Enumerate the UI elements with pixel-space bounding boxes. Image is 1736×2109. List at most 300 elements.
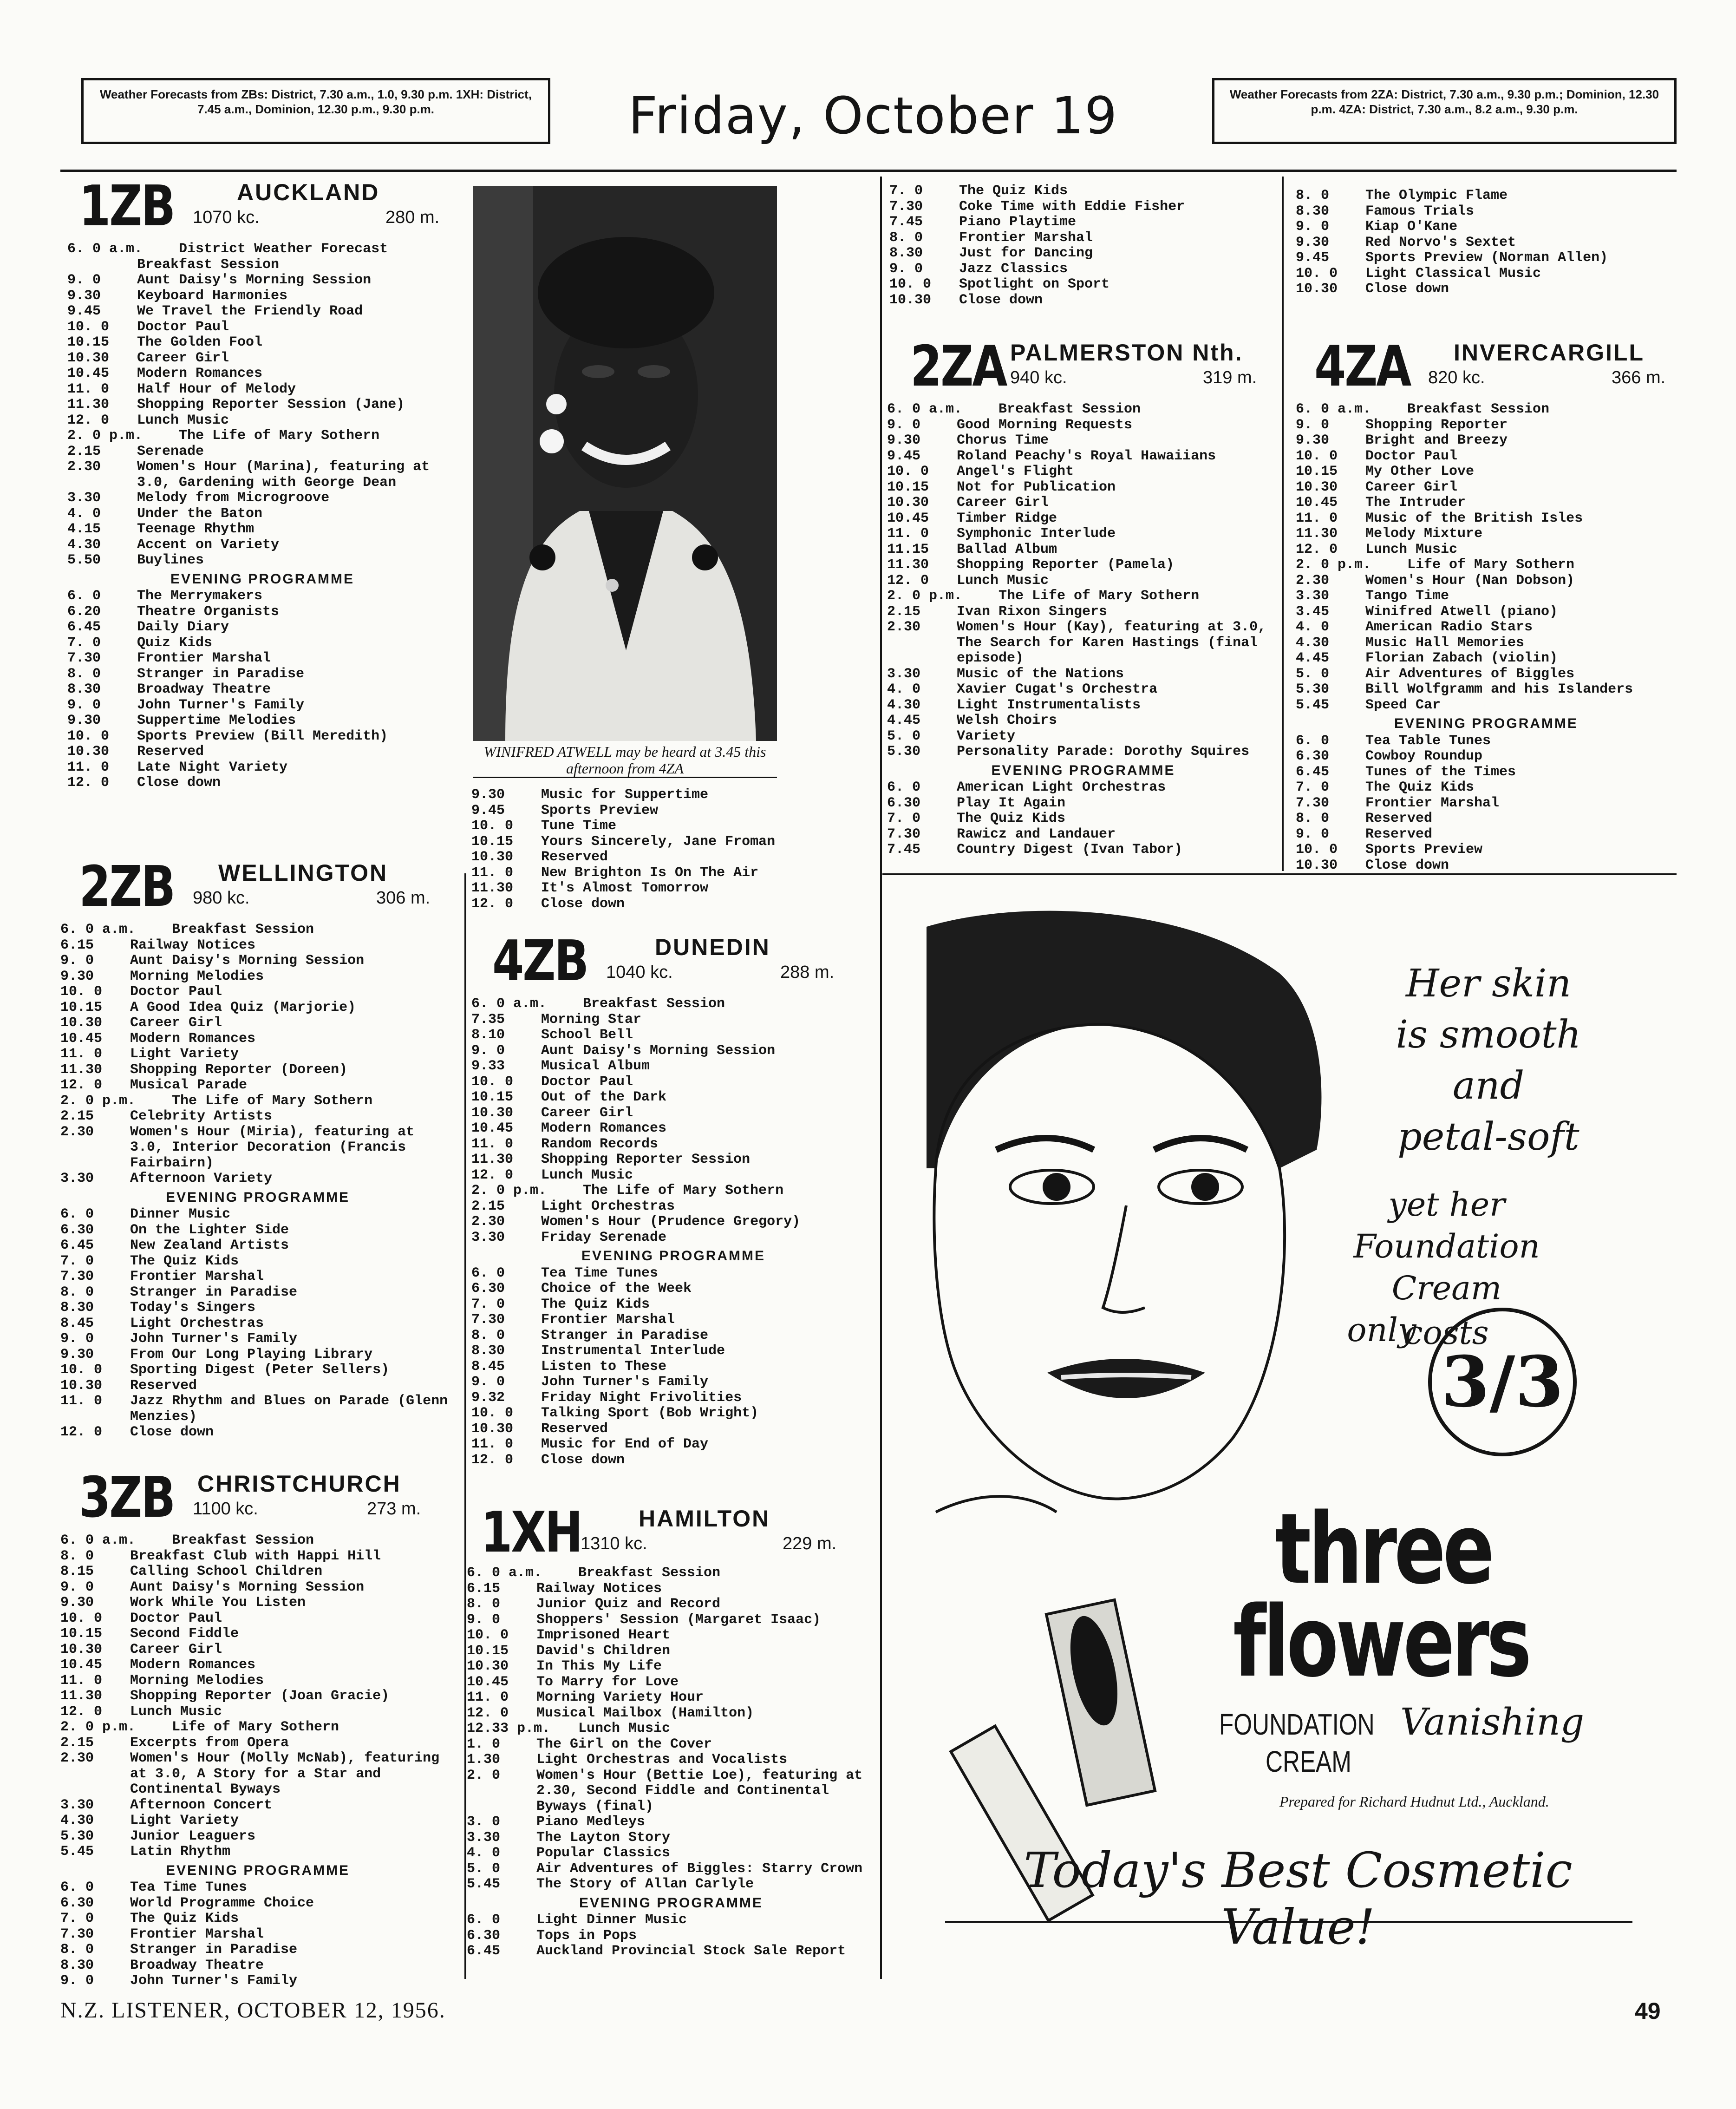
schedule-time: 11. 0 <box>67 381 110 397</box>
station-call-sign: 3ZB <box>79 1466 174 1530</box>
programme-title: Tango Time <box>1365 588 1449 604</box>
schedule-time: 10.45 <box>60 1657 103 1673</box>
schedule-time: 2. 0 p.m. <box>60 1719 136 1735</box>
programme-title: Women's Hour (Bettie Loe), featuring at 2.30, Second Fiddle and Continental Byways (final) <box>536 1767 863 1814</box>
schedule-time: 4.15 <box>67 521 101 537</box>
programme-title: Theatre Organists <box>137 603 280 620</box>
schedule-time: 10.30 <box>67 744 110 760</box>
schedule-time: 10.15 <box>60 999 103 1015</box>
schedule-row <box>1296 511 1677 527</box>
programme-title: Shopping Reporter Session (Jane) <box>137 397 405 413</box>
schedule-time: 9. 0 <box>887 417 921 433</box>
station-2zb <box>79 855 455 920</box>
schedule-time: 3.30 <box>1296 588 1330 604</box>
schedule-row <box>60 1171 455 1187</box>
schedule-row <box>887 713 1279 729</box>
schedule-row <box>60 1720 455 1736</box>
schedule-time: 5. 0 <box>887 728 921 744</box>
programme-title: Breakfast Session <box>172 922 314 937</box>
schedule-row <box>1296 573 1677 589</box>
schedule-row <box>1296 651 1677 667</box>
schedule-time: 8. 0 <box>60 1548 94 1564</box>
programme-title: Talking Sport (Bob Wright) <box>541 1405 759 1421</box>
schedule-time: 3.30 <box>887 666 921 682</box>
schedule-time: 12. 0 <box>60 1077 103 1093</box>
programme-title: Listen to These <box>541 1358 667 1375</box>
programme-title: Cowboy Roundup <box>1365 748 1483 764</box>
schedule-time: 7.45 <box>887 842 921 858</box>
programme-title: Shopping Reporter Session <box>541 1152 751 1167</box>
programme-title: Lunch Music <box>1365 541 1458 557</box>
programme-title: Welsh Choirs <box>957 713 1057 728</box>
schedule-row <box>60 969 455 985</box>
schedule-row <box>467 1877 875 1893</box>
schedule-row <box>67 713 457 729</box>
programme-title: Light Variety <box>130 1813 239 1828</box>
schedule-time: 11. 0 <box>60 1393 103 1409</box>
programme-title: Close down <box>541 896 625 912</box>
ad-headline-line: petal-soft <box>1397 1115 1579 1159</box>
schedule-time: 9.30 <box>1296 432 1330 448</box>
schedule-row <box>1296 219 1677 235</box>
schedule-row <box>60 1580 455 1596</box>
schedule-row <box>889 277 1279 293</box>
schedule-row <box>1296 734 1677 749</box>
schedule-time: 11.30 <box>887 557 929 573</box>
programme-title: Sports Preview <box>1365 842 1483 858</box>
schedule-time: 6.30 <box>1296 748 1330 764</box>
schedule-row <box>471 1281 875 1297</box>
programme-title: Tea Time Tunes <box>541 1265 659 1281</box>
schedule-row <box>887 729 1279 745</box>
station-city: PALMERSTON Nth. <box>1010 340 1243 366</box>
programme-title: The Quiz Kids <box>541 1296 650 1312</box>
schedule-time: 11. 0 <box>471 865 514 881</box>
schedule-time: 6. 0 a.m. <box>471 996 547 1012</box>
programme-title: Ivan Rixon Singers <box>957 603 1108 620</box>
schedule-time: 9.32 <box>471 1389 505 1406</box>
programme-title: Light Orchestras <box>541 1198 675 1214</box>
programme-title: The Golden Fool <box>137 334 263 350</box>
schedule-time: 8.30 <box>1296 203 1330 219</box>
schedule-time: 10. 0 <box>67 319 110 335</box>
schedule-time: 4. 0 <box>467 1845 501 1861</box>
schedule-row <box>1296 765 1677 780</box>
schedule-row <box>60 1300 455 1316</box>
schedule-time: 7. 0 <box>889 183 923 199</box>
programme-title: Quiz Kids <box>137 635 213 651</box>
schedule-time: 2.15 <box>471 1198 505 1214</box>
programme-title: Winifred Atwell (piano) <box>1365 603 1558 620</box>
schedule-time: 4. 0 <box>1296 619 1330 635</box>
schedule-time: 6.45 <box>467 1943 501 1959</box>
programme-title: Reserved <box>1365 826 1433 842</box>
schedule-time: 9. 0 <box>1296 219 1330 235</box>
programme-title: Light Classical Music <box>1365 265 1541 282</box>
schedule-row <box>67 382 457 398</box>
schedule-row <box>1296 842 1677 858</box>
schedule-time: 7. 0 <box>471 1296 505 1312</box>
schedule-time: 2.30 <box>471 1214 505 1230</box>
station-city: AUCKLAND <box>237 179 380 205</box>
programme-title: Accent on Variety <box>137 537 280 553</box>
schedule-time: 9.30 <box>67 713 101 728</box>
column-divider <box>880 177 882 1979</box>
schedule-time: 6.15 <box>467 1580 501 1597</box>
publication-footer: N.Z. LISTENER, OCTOBER 12, 1956. <box>60 1998 446 2023</box>
programme-title: My Other Love <box>1365 464 1475 479</box>
page-number: 49 <box>1635 1998 1661 2024</box>
schedule-row <box>887 842 1279 858</box>
schedule-row <box>467 1675 875 1690</box>
schedule-time: 3.30 <box>67 490 101 506</box>
schedule-2za-continued <box>1296 188 1677 297</box>
schedule-time: 8.30 <box>60 1300 94 1316</box>
programme-title: Tops in Pops <box>536 1927 637 1944</box>
schedule-row <box>471 996 875 1012</box>
schedule-time: 2.30 <box>887 619 921 635</box>
schedule-time: 10.30 <box>471 1421 514 1437</box>
schedule-time: 7. 0 <box>60 1911 94 1926</box>
schedule-time: 7.30 <box>889 198 923 215</box>
programme-title: Railway Notices <box>536 1580 662 1597</box>
schedule-time: 6.30 <box>60 1895 94 1911</box>
programme-title: Dinner Music <box>130 1206 231 1222</box>
schedule-1zb-continued <box>471 787 875 912</box>
schedule-row <box>471 1168 875 1184</box>
programme-title: Aunt Daisy's Morning Session <box>137 272 372 288</box>
schedule-time: 6.30 <box>467 1927 501 1944</box>
programme-title: Just for Dancing <box>959 245 1093 261</box>
schedule-time: 11.30 <box>471 880 514 896</box>
schedule-1zb <box>67 242 457 791</box>
section-heading: EVENING PROGRAMME <box>991 762 1175 778</box>
schedule-row <box>887 418 1279 433</box>
schedule-row <box>60 1798 455 1814</box>
schedule-row <box>67 397 457 413</box>
schedule-row <box>887 682 1279 698</box>
programme-title: Stranger in Paradise <box>130 1942 298 1958</box>
schedule-time: 2.15 <box>887 603 921 620</box>
weather-box-right <box>1212 78 1677 144</box>
programme-title: Career Girl <box>1365 479 1458 495</box>
programme-title: Modern Romances <box>541 1120 667 1136</box>
programme-title: Shoppers' Session (Margaret Isaac) <box>536 1611 821 1628</box>
programme-title: Sports Preview (Norman Allen) <box>1365 250 1608 266</box>
programme-title: World Programme Choice <box>130 1895 314 1911</box>
schedule-1xh <box>467 1565 875 1959</box>
schedule-row <box>60 1751 455 1798</box>
schedule-time: 3.45 <box>1296 603 1330 620</box>
programme-title: Close down <box>1365 857 1449 873</box>
programme-title: Friday Serenade <box>541 1229 667 1245</box>
schedule-time: 9. 0 <box>60 953 94 969</box>
schedule-time: 6. 0 <box>887 779 921 795</box>
schedule-time: 5.45 <box>467 1876 501 1892</box>
ad-subline: Foundation <box>1353 1227 1540 1265</box>
schedule-3zb <box>60 1533 455 1989</box>
schedule-time: 9.45 <box>1296 250 1330 266</box>
ad-headline-line: and <box>1452 1064 1525 1108</box>
programme-title: Air Adventures of Biggles <box>1365 666 1575 682</box>
programme-title: Morning Melodies <box>130 1672 264 1689</box>
schedule-row <box>887 433 1279 449</box>
schedule-time: 9.45 <box>887 448 921 464</box>
schedule-row <box>889 246 1279 262</box>
schedule-row <box>467 1721 875 1737</box>
schedule-time: 10. 0 <box>60 984 103 1000</box>
station-city: INVERCARGILL <box>1454 340 1645 366</box>
programme-title: Life of Mary Sothern <box>172 1719 339 1735</box>
schedule-time: 10.45 <box>471 1120 514 1136</box>
schedule-row <box>60 1125 455 1172</box>
schedule-1xh-continued <box>889 183 1279 308</box>
schedule-time: 2.30 <box>60 1124 94 1140</box>
schedule-row <box>471 1199 875 1215</box>
schedule-row <box>467 1581 875 1597</box>
programme-title: Play It Again <box>957 795 1066 811</box>
programme-title: The Life of Mary Sothern <box>999 588 1200 604</box>
schedule-row <box>60 1564 455 1580</box>
programme-title: Choice of the Week <box>541 1281 692 1297</box>
programme-title: Symphonic Interlude <box>957 526 1116 542</box>
schedule-time: 6. 0 <box>471 1265 505 1281</box>
programme-title: Sports Preview (Bill Meredith) <box>137 728 388 744</box>
schedule-row <box>60 1829 455 1845</box>
programme-title: Breakfast Session <box>1407 401 1550 417</box>
programme-title: Morning Star <box>541 1011 642 1028</box>
programme-title: Doctor Paul <box>137 319 229 335</box>
programme-title: Musical Parade <box>130 1077 248 1093</box>
schedule-time: 10.30 <box>60 1641 103 1657</box>
schedule-row <box>60 1316 455 1332</box>
schedule-row <box>887 464 1279 480</box>
programme-title: Aunt Daisy's Morning Session <box>130 1579 365 1595</box>
schedule-time: 10.45 <box>887 510 929 526</box>
schedule-time: 2. 0 p.m. <box>1296 557 1371 573</box>
schedule-row <box>60 938 455 954</box>
three-flowers-advertisement <box>927 908 1670 1977</box>
schedule-time: 10. 0 <box>60 1610 103 1626</box>
schedule-time: 4.30 <box>60 1813 94 1828</box>
schedule-row <box>471 1406 875 1421</box>
schedule-row <box>471 1359 875 1375</box>
programme-title: Speed Car <box>1365 697 1441 713</box>
schedule-row <box>67 522 457 537</box>
schedule-row <box>60 1254 455 1270</box>
schedule-time: 8.15 <box>60 1564 94 1579</box>
programme-title: Modern Romances <box>137 366 263 381</box>
programme-title: Musical Album <box>541 1058 650 1074</box>
programme-title: John Turner's Family <box>130 1973 298 1989</box>
schedule-time: 12.33 p.m. <box>467 1721 551 1736</box>
programme-title: Afternoon Concert <box>130 1797 273 1813</box>
programme-title: To Marry for Love <box>536 1674 679 1690</box>
schedule-time: 6.20 <box>67 603 101 620</box>
programme-title: The Life of Mary Sothern <box>172 1093 373 1109</box>
schedule-row <box>471 1421 875 1437</box>
programme-title: The Quiz Kids <box>130 1253 239 1269</box>
schedule-row <box>471 1059 875 1074</box>
schedule-row <box>467 1861 875 1877</box>
schedule-row <box>1296 749 1677 765</box>
schedule-time: 4.30 <box>67 537 101 553</box>
programme-title: Daily Diary <box>137 619 229 635</box>
schedule-time: 9. 0 <box>471 1374 505 1390</box>
schedule-row <box>67 620 457 635</box>
schedule-row <box>1296 542 1677 558</box>
section-heading: EVENING PROGRAMME <box>170 571 355 587</box>
schedule-time: 6. 0 <box>67 588 101 604</box>
programme-title: Air Adventures of Biggles: Starry Crown <box>536 1860 863 1877</box>
schedule-row <box>471 897 875 912</box>
programme-title: Personality Parade: Dorothy Squires <box>957 744 1250 760</box>
schedule-time: 9.45 <box>471 802 505 819</box>
schedule-row <box>467 1644 875 1659</box>
station-call-sign: 4ZB <box>492 929 587 994</box>
schedule-row <box>471 1121 875 1137</box>
schedule-row <box>1296 402 1677 418</box>
schedule-row <box>67 491 457 506</box>
schedule-row <box>60 1015 455 1031</box>
schedule-row <box>67 744 457 760</box>
programme-title: The Life of Mary Sothern <box>583 1183 784 1199</box>
schedule-time: 10.15 <box>471 1089 514 1105</box>
schedule-time: 8.30 <box>889 245 923 261</box>
schedule-row <box>60 1813 455 1829</box>
programme-title: Women's Hour (Nan Dobson) <box>1365 572 1575 589</box>
programme-title: Keyboard Harmonies <box>137 288 288 304</box>
programme-title: The Olympic Flame <box>1365 188 1508 203</box>
programme-title: A Good Idea Quiz (Marjorie) <box>130 999 356 1015</box>
schedule-row <box>60 1896 455 1912</box>
schedule-time: 1.30 <box>467 1752 501 1768</box>
schedule-row <box>60 1378 455 1394</box>
programme-title: The Life of Mary Sothern <box>179 428 380 444</box>
programme-title: Late Night Variety <box>137 759 288 775</box>
programme-title: Angel's Flight <box>957 464 1074 479</box>
schedule-row <box>887 402 1279 418</box>
ad-headline-line: is smooth <box>1396 1013 1581 1057</box>
schedule-row <box>471 819 875 834</box>
schedule-row <box>67 366 457 382</box>
schedule-time: 9. 0 <box>60 1973 94 1989</box>
schedule-row <box>887 744 1279 760</box>
schedule-time: 4.45 <box>887 713 921 728</box>
programme-title: Auckland Provincial Stock Sale Report <box>536 1943 846 1959</box>
schedule-row <box>60 1657 455 1673</box>
schedule-row <box>67 257 457 273</box>
programme-title: The Quiz Kids <box>130 1911 239 1926</box>
schedule-row <box>67 273 457 288</box>
schedule-time: 3.30 <box>467 1829 501 1846</box>
schedule-time: 12. 0 <box>471 1167 514 1183</box>
schedule-time: 10.45 <box>67 366 110 381</box>
schedule-time: 10.30 <box>1296 479 1338 495</box>
programme-title: Close down <box>959 292 1043 308</box>
programme-title: Lunch Music <box>137 412 229 428</box>
schedule-time: 9. 0 <box>67 697 101 713</box>
schedule-time: 11. 0 <box>60 1672 103 1689</box>
schedule-time: 6.30 <box>60 1222 94 1238</box>
schedule-row <box>60 1078 455 1094</box>
schedule-row <box>67 775 457 791</box>
programme-title: The Quiz Kids <box>959 183 1068 199</box>
schedule-time: 9.30 <box>887 432 921 448</box>
weather-left-text: Weather Forecasts from ZBs: District, 7.30 a.m., 1.0, 9.30 p.m. 1XH: District, 7.45 a.m., Dominion, 12.30 p.m., 9.30 p.m. <box>99 87 532 116</box>
programme-title: Doctor Paul <box>1365 448 1458 464</box>
programme-title: Women's Hour (Prudence Gregory) <box>541 1214 801 1230</box>
station-city: HAMILTON <box>639 1506 770 1532</box>
schedule-time: 3. 0 <box>467 1814 501 1830</box>
schedule-row <box>1296 827 1677 843</box>
portrait-illustration <box>473 186 777 741</box>
programme-title: Career Girl <box>957 495 1049 511</box>
schedule-time: 4. 0 <box>887 681 921 697</box>
weather-box-left <box>81 78 550 144</box>
programme-title: The Girl on the Cover <box>536 1736 712 1752</box>
schedule-time: 7.45 <box>889 214 923 230</box>
schedule-time: 10. 0 <box>60 1362 103 1378</box>
schedule-row <box>467 1565 875 1581</box>
schedule-time: 8.45 <box>471 1358 505 1375</box>
station-city: DUNEDIN <box>655 934 770 960</box>
schedule-time: 9. 0 <box>67 272 101 288</box>
programme-title: Stranger in Paradise <box>137 666 305 682</box>
schedule-row <box>471 1343 875 1359</box>
evening-programme-heading <box>60 1190 455 1205</box>
schedule-row <box>67 651 457 667</box>
schedule-row <box>471 787 875 803</box>
schedule-row <box>1296 557 1677 573</box>
schedule-row <box>60 1031 455 1047</box>
schedule-time: 9.30 <box>60 1595 94 1611</box>
programme-title: Life of Mary Sothern <box>1407 557 1575 573</box>
schedule-row <box>67 553 457 569</box>
schedule-time: 6.45 <box>60 1238 94 1253</box>
programme-title: Junior Quiz and Record <box>536 1596 721 1612</box>
schedule-row <box>60 1595 455 1611</box>
schedule-row <box>471 1152 875 1168</box>
evening-programme-heading <box>467 1895 875 1911</box>
schedule-time: 9.45 <box>67 303 101 319</box>
programme-title: Morning Variety Hour <box>536 1690 704 1705</box>
schedule-time: 10.15 <box>60 1626 103 1642</box>
schedule-row <box>471 1106 875 1121</box>
programme-title: Kiap O'Kane <box>1365 219 1458 235</box>
programme-title: Close down <box>541 1452 625 1468</box>
programme-title: New Brighton Is On The Air <box>541 865 759 881</box>
schedule-time: 8. 0 <box>471 1327 505 1343</box>
programme-title: On the Lighter Side <box>130 1222 289 1238</box>
programme-title: Women's Hour (Molly McNab), featuring at 3.0, A Story for a Star and Continental Byways <box>130 1750 440 1797</box>
programme-title: Excerpts from Opera <box>130 1735 289 1751</box>
schedule-time: 8.30 <box>67 681 101 697</box>
schedule-4za <box>1296 402 1677 873</box>
programme-title: Friday Night Frivolities <box>541 1389 742 1406</box>
schedule-time: 6. 0 <box>1296 733 1330 749</box>
schedule-row <box>471 1266 875 1282</box>
programme-title: Frontier Marshal <box>541 1312 675 1328</box>
schedule-row <box>60 1973 455 1989</box>
schedule-row <box>60 1347 455 1363</box>
schedule-time: 12. 0 <box>60 1424 103 1440</box>
schedule-row <box>60 1673 455 1689</box>
schedule-row <box>471 1297 875 1313</box>
programme-title: The Quiz Kids <box>957 811 1066 826</box>
programme-title: Shopping Reporter <box>1365 417 1508 433</box>
schedule-row <box>60 1000 455 1016</box>
